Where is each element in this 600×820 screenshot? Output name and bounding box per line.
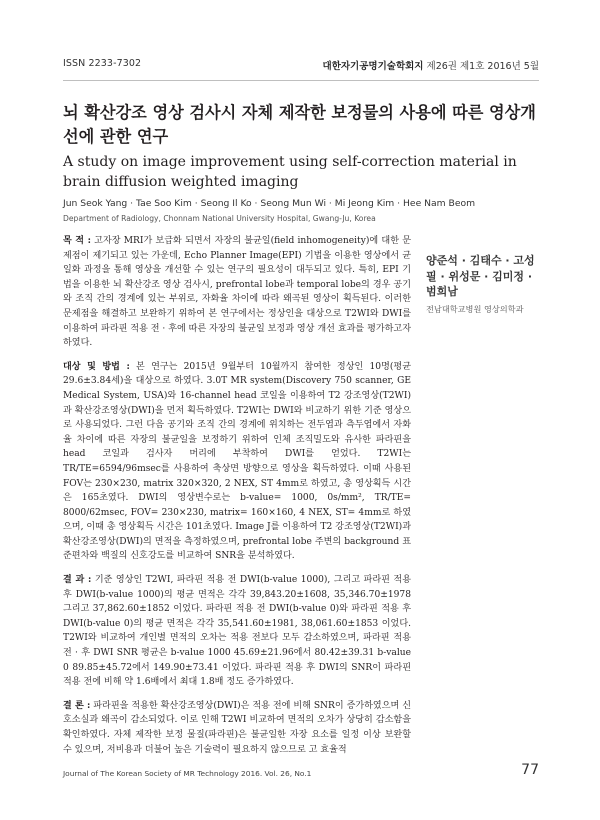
korean-affiliation: 전남대학교병원 영상의학과: [426, 303, 524, 314]
authors: Jun Seok Yang · Tae Soo Kim · Seong Il Ko · Seong Mun Wi · Mi Jeong Kim · Hee Nam Beom: [63, 198, 476, 209]
abstract-body: [63, 234, 411, 766]
section-text: 파라핀을 적용한 확산강조영상(DWI)은 적용 전에 비해 SNR이 증가하였으며 신호소실과 왜곡이 감소되었다. 이로 인해 T2WI 비교하여 면적의 오차가 상당히 감소함을 확인하였다. 자체 제작한 보정 물질(파라핀)은 불균일한 자장 요소를 일정 이상 보완할 수 있으며, 저비용과 더불어 높은 기술력이 필요하지 않으므로 고 효율적: [63, 700, 411, 755]
title-korean: 뇌 확산강조 영상 검사시 자체 제작한 보정물의 사용에 따른 영상개선에 관한 연구: [63, 103, 536, 146]
issn: ISSN 2233-7302: [63, 58, 142, 69]
journal-volume: 제26권 제1호 2016년 5월: [426, 61, 539, 72]
section-label: 대상 및 방법 :: [63, 360, 130, 372]
section-label: 목 적 :: [63, 235, 91, 246]
section-methods: [63, 360, 411, 564]
title-english: A study on image improvement using self-correction material in brain diffusion weighted imaging: [63, 154, 517, 190]
section-label: 결 과 :: [63, 574, 92, 586]
section-label: 결 론 :: [63, 699, 91, 711]
side-author-box: [426, 253, 538, 315]
section-results: [63, 573, 411, 690]
section-text: 고자장 MRI가 보급화 되면서 자장의 불균일(field inhomogeneity)에 대한 문제점이 제기되고 있는 가운데, Echo Planner Image(EPI) 기법을 이용한 영상에서 균일화 과정을 통해 영상을 개선할 수 있는 연구의 필요성이 대두되고 있다. 특히, EPI 기법을 이용한 뇌 확산강조 영상 검사시, prefrontal lobe과 temporal lobe의 경우 공기와 조직 간의 경계에 있는 부위로, 자화율 차이에 따라 왜곡된 영상이 획득된다. 이러한 문제점을 해결하고 보완하기 위하여 본 연구에서는 정상인을 대상으로 T2WI와 DWI를 이용하여 파라핀 적용 전 · 후에 따른 자장의 불균일 보정과 영상 개선 효과를 평가하고자 하였다.: [63, 236, 411, 349]
korean-author-names: 양준석 · 김태수 · 고성필 · 위성문 · 김미정 · 범희남: [426, 254, 535, 298]
section-purpose: [63, 234, 411, 351]
section-text: 본 연구는 2015년 9월부터 10월까지 참여한 정상인 10명(평균 29.6±3.84세)을 대상으로 하였다. 3.0T MR system(Discovery 750 scanner, GE Medical System, USA)와 16-channel head 코일을 이용하여 T2 강조영상(T2WI)과 확산강조영상(DWI)을 먼저 획득하였다. T2WI는 DWI와 비교하기 위한 기준 영상으로 사용되었다. 그런 다음 공기와 조직 간의 경계에 위치하는 전두엽과 측두엽에서 자화율 차이에 따른 자장의 불균일을 보정하기 위하여 인체 조직밀도와 유사한 파라핀을 head 코일과 검사자 머리에 부착하여 DWI를 얻었다. T2WI는 TR/TE=6594/96msec를 사용하여 축상면 방향으로 영상을 획득하였다. 이때 사용된 FOV는 230×230, matrix 320×320, 2 NEX, ST 4mm로 하였고, 총 영상획득 시간은 165초였다. DWI의 영상변수로는 b-value= 1000, 0s/mm², TR/TE= 8000/62msec, FOV= 230×230, matrix= 160×160, 4 NEX, ST= 4mm로 하였으며, 이때 총 영상획득 시간은 101초였다. Image J를 이용하여 T2 강조영상(T2WI)과 확산강조영상(DWI)의 면적을 측정하였으며, prefrontal lobe 주변의 background 표준편차와 백질의 신호강도를 비교하여 SNR을 분석하였다.: [63, 361, 411, 562]
section-text: 기준 영상인 T2WI, 파라핀 적용 전 DWI(b-value 1000), 그리고 파라핀 적용 후 DWI(b-value 1000)의 평균 면적은 각각 39,843.20±1608, 35,346.70±1978 그리고 37,862.60±1852 이었다. 파라핀 적용 전 DWI(b-value 0)와 파라핀 적용 후 DWI(b-value 0)의 평균 면적은 각각 35,541.60±1981, 38,061.60±1853 이었다. T2WI와 비교하여 개인별 면적의 오차는 적용 전보다 모두 감소하였으며, 파라핀 적용 전 · 후 DWI SNR 평균은 b-value 1000 45.69±21.96에서 80.42±39.31 b-value 0 89.85±45.72에서 149.90±73.41 이었다. 파라핀 적용 후 DWI의 SNR이 파라핀 적용 전에 비해 약 1.6배에서 최대 1.8배 정도 증가하였다.: [63, 575, 411, 688]
journal-header: [323, 58, 539, 72]
footer-journal: Journal of The Korean Society of MR Technology 2016. Vol. 26, No.1: [63, 769, 312, 778]
header-rule: [63, 80, 539, 81]
page-number: 77: [521, 762, 539, 778]
affiliation: Department of Radiology, Chonnam National University Hospital, Gwang-Ju, Korea: [63, 214, 376, 223]
journal-name: 대한자기공명기술학회지: [322, 61, 424, 72]
section-conclusion: [63, 699, 411, 757]
page-header: [0, 0, 600, 98]
